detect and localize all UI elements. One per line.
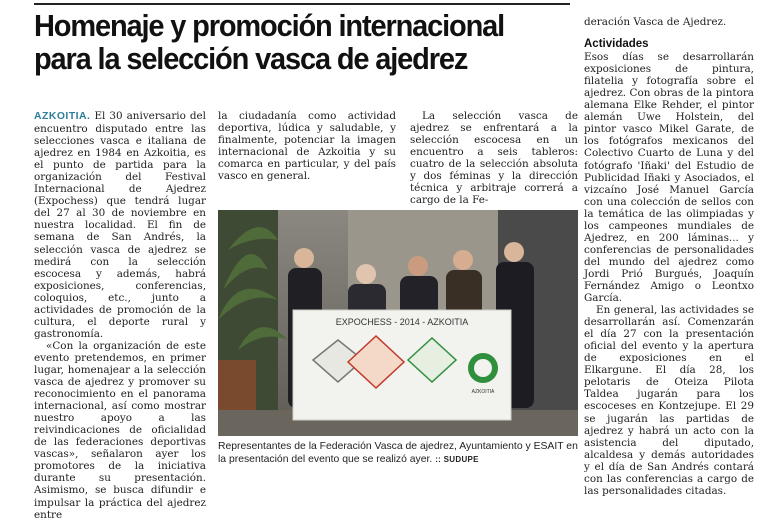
photo-credit: :: SUDUPE [435,455,479,464]
subheading-activities: Actividades [584,38,649,51]
photo-caption [218,440,578,466]
dateline-place: AZKOITIA. [34,111,91,122]
lead-text: El 30 aniversario del encuentro disputado entre las selecciones vasca e italiana de ajedrez en 1984 en Azkoitia, es el punto de partida para la organización del Festival Internacional de Ajedrez (Expochess) que tendrá lugar del 27 al 30 de noviembre en nuestra localidad. El fin de semana de San Andrés, la selección vasca de ajedrez se medirá con la selección escocesa y además, habrá exposiciones, conferencias, coloquios, etc., junto a actividades de promoción de la cultura, el deporte rural y gastronomía. [34,110,206,340]
continuation-paragraph: la ciudadanía como actividad deportiva, lúdica y saludable, y finalmente, potenciar la imagen internacional de Azkoitia y su comarca en particular, y del país vasco en general. [218,110,396,183]
match-paragraph: La selección vasca de ajedrez se enfrentará a la selección escocesa en un encuentro a seis tableros: cuatro de la selección absoluta y dos féminas y la dirección técnica y arbitraje correrá a cargo de la Fe- [410,110,578,207]
caption-text: Representantes de la Federación Vasca de ajedrez, Ayuntamiento y ESAIT en la presentación del evento que se realizó ayer. [218,441,578,465]
article-column-4 [584,16,754,497]
top-rule [34,3,570,5]
quote-paragraph: «Con la organización de este evento pretendemos, en primer lugar, homenajear a la selección vasca de ajedrez y promover su reconocimiento en el panorama internacional, así como mostrar nuestro apoyo a las reivindicaciones de oficialidad de las federaciones deportivas vascas», señalaron ayer los promotores de la iniciativa durante su presentación. Asimismo, se busca difundir e impulsar la práctica del ajedrez entre [34,339,206,521]
photo-illustration [218,210,578,436]
activities-paragraph: Esos días se desarrollarán exposiciones de pintura, filatelia y fotografía sobre el ajedrez. Con obras de la pintora alemana Elke Rehder, el pintor alemán Uwe Holstein, del pintor vasco Mikel Garate, de los fotógrafos mexicanos del Colectivo Cuarto de Luna y del fotógrafo 'Iñaki' del Estudio de Publicidad Iñaki y Asociados, el vizcaíno José Manuel García con una colección de sellos con la temática de las olimpiadas y los campeones mundiales de Ajedrez, en 200 láminas... y conferencias de personalidades del mundo del ajedrez como Jordi Prió Burgués, Joaquín Fernández Amigo o Leontxo García. [584,51,754,305]
continuation-line: deración Vasca de Ajedrez. [584,16,727,28]
headline [34,10,547,76]
schedule-paragraph: En general, las actividades se desarrollarán así. Comenzarán el día 27 con la presentación oficial del evento y la apertura de exposiciones en el Elkargune. El día 28, los pelotaris de Oteiza Pilota Taldea jugarán para los escoceses en Kontzejupe. El 29 se jugarán las partidas de ajedrez y habrá un acto con la asistencia del diputado, alcaldesa y demás autoridades y el día de San Andrés contará con las conferencias a cargo de las personalidades citadas. [584,304,754,497]
headline-line-1: Homenaje y promoción internacional [34,9,505,43]
banner-title: EXPOCHESS - 2014 - AZKOITIA [335,317,469,327]
lead-paragraph [34,110,206,340]
event-photo [218,210,578,436]
article-column-1 [34,110,206,521]
article-column-3 [410,110,578,206]
banner-logo-text: AZKOITIA [471,389,495,395]
article-column-2 [218,110,396,182]
headline-line-2: para la selección vasca de ajedrez [34,42,468,76]
